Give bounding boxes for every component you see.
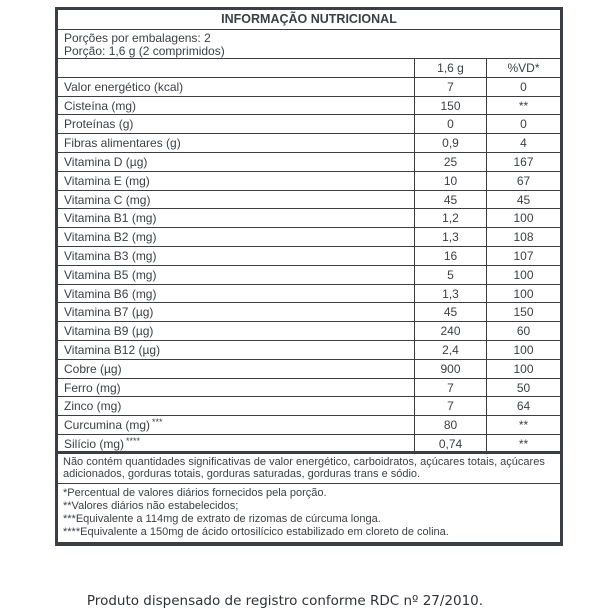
nutrient-vd: 64 bbox=[516, 399, 531, 414]
nutrient-label bbox=[58, 435, 415, 451]
nutrient-amount: 45 bbox=[415, 191, 487, 209]
portion-info bbox=[58, 30, 560, 59]
table-row bbox=[58, 322, 560, 341]
nutrient-vd: 167 bbox=[513, 154, 534, 169]
nutrient-name: Valor energético (kcal) bbox=[64, 79, 184, 94]
nutrient-vd: 108 bbox=[513, 230, 534, 245]
nutrient-label bbox=[58, 341, 415, 359]
table-row bbox=[58, 285, 560, 304]
nutrient-name: Cisteína (mg) bbox=[64, 98, 137, 113]
nutrient-amount: 900 bbox=[415, 360, 487, 378]
nutrient-label bbox=[58, 322, 415, 340]
header-vd: %VD* bbox=[507, 61, 540, 75]
footnote-marker: *** bbox=[152, 417, 163, 428]
nutrient-vd: 100 bbox=[513, 361, 534, 376]
nutrient-amount: 45 bbox=[415, 303, 487, 321]
nutrient-vd: 50 bbox=[516, 380, 531, 395]
nutrient-amount: 7 bbox=[415, 78, 487, 96]
nutrient-amount: 0,74 bbox=[415, 435, 487, 451]
nutrient-label bbox=[58, 303, 415, 321]
nutrient-amount: 80 bbox=[415, 416, 487, 434]
nutrient-label bbox=[58, 97, 415, 115]
nutrient-label bbox=[58, 228, 415, 246]
nutrient-name: Vitamina B3 (mg) bbox=[64, 248, 157, 263]
nutrient-label bbox=[58, 209, 415, 227]
table-row bbox=[58, 247, 560, 266]
footnotes bbox=[58, 484, 560, 542]
nutrient-vd: 45 bbox=[516, 192, 531, 207]
table-row bbox=[58, 228, 560, 247]
nutrient-name: Fibras alimentares (g) bbox=[64, 136, 181, 151]
table-row bbox=[58, 115, 560, 134]
nutrient-name: Silício (mg) bbox=[64, 436, 125, 451]
nutrient-name: Vitamina B2 (mg) bbox=[64, 230, 157, 245]
table-row bbox=[58, 172, 560, 191]
nutrient-amount: 1,3 bbox=[415, 285, 487, 303]
nutrition-note: Não contém quantidades significativas de valor energético, carboidratos, açúcares totais, açúcares adicionados, gorduras totais, gorduras saturadas, gorduras trans e sódio. bbox=[58, 454, 560, 484]
table-row bbox=[58, 303, 560, 322]
nutrient-amount: 7 bbox=[415, 379, 487, 397]
nutrient-vd: 0 bbox=[520, 117, 527, 132]
nutrient-vd: 150 bbox=[513, 305, 534, 320]
nutrient-amount: 10 bbox=[415, 172, 487, 190]
nutrient-amount: 7 bbox=[415, 397, 487, 415]
nutrient-amount: 1,2 bbox=[415, 209, 487, 227]
table-row bbox=[58, 379, 560, 398]
footnote: ****Equivalente a 150mg de ácido ortosilícico estabilizado em cloreto de colina. bbox=[63, 525, 449, 538]
nutrient-amount: 25 bbox=[415, 153, 487, 171]
nutrient-amount: 5 bbox=[415, 266, 487, 284]
portion-size: Porção: 1,6 g (2 comprimidos) bbox=[64, 44, 225, 58]
nutrient-name: Cobre (µg) bbox=[64, 361, 122, 376]
footnote-marker: **** bbox=[126, 435, 141, 446]
nutrient-amount: 16 bbox=[415, 247, 487, 265]
nutrient-vd: 67 bbox=[516, 173, 531, 188]
nutrient-vd: 107 bbox=[513, 248, 534, 263]
nutrient-amount: 0,9 bbox=[415, 134, 487, 152]
nutrient-amount: 150 bbox=[415, 97, 487, 115]
nutrient-name: Vitamina D (µg) bbox=[64, 154, 148, 169]
nutrient-name: Vitamina B7 (µg) bbox=[64, 305, 154, 320]
nutrient-name: Zinco (mg) bbox=[64, 399, 122, 414]
nutrient-amount: 1,3 bbox=[415, 228, 487, 246]
nutrient-name: Vitamina B9 (µg) bbox=[64, 324, 154, 339]
nutrient-vd: 4 bbox=[520, 136, 527, 151]
nutrient-label bbox=[58, 191, 415, 209]
nutrient-vd: ** bbox=[518, 98, 529, 113]
nutrient-vd: 0 bbox=[520, 79, 527, 94]
table-row bbox=[58, 360, 560, 379]
table-row bbox=[58, 153, 560, 172]
nutrient-name: Curcumina (mg) bbox=[64, 418, 151, 433]
nutrient-label bbox=[58, 360, 415, 378]
nutrient-name: Vitamina B1 (mg) bbox=[64, 211, 157, 226]
table-row bbox=[58, 191, 560, 210]
header-amount: 1,6 g bbox=[415, 59, 487, 77]
nutrient-label bbox=[58, 78, 415, 96]
footnote: ***Equivalente a 114mg de extrato de rizomas de cúrcuma longa. bbox=[63, 512, 381, 525]
nutrient-label bbox=[58, 285, 415, 303]
footnote: *Percentual de valores diários fornecidos pela porção. bbox=[63, 486, 327, 499]
nutrient-vd: 100 bbox=[513, 286, 534, 301]
table-title: INFORMAÇÃO NUTRICIONAL bbox=[58, 10, 560, 30]
registration-text: Produto dispensado de registro conforme RDC nº 27/2010. bbox=[86, 593, 484, 609]
nutrient-label bbox=[58, 172, 415, 190]
nutrient-amount: 240 bbox=[415, 322, 487, 340]
table-row bbox=[58, 435, 560, 454]
nutrient-vd: 60 bbox=[516, 324, 531, 339]
nutrient-name: Vitamina C (mg) bbox=[64, 192, 151, 207]
nutrient-label bbox=[58, 266, 415, 284]
table-row bbox=[58, 78, 560, 97]
nutrient-vd: 100 bbox=[513, 342, 534, 357]
nutrient-vd: 100 bbox=[513, 267, 534, 282]
nutrient-label bbox=[58, 153, 415, 171]
nutrient-name: Vitamina B5 (mg) bbox=[64, 267, 157, 282]
nutrient-vd: 100 bbox=[513, 211, 534, 226]
table-row bbox=[58, 209, 560, 228]
table-row bbox=[58, 397, 560, 416]
nutrient-vd: ** bbox=[518, 436, 529, 451]
nutrient-label bbox=[58, 397, 415, 415]
nutrient-amount: 0 bbox=[415, 115, 487, 133]
footnote: **Valores diários não estabelecidos; bbox=[63, 499, 239, 512]
nutrient-label bbox=[58, 247, 415, 265]
header-label bbox=[58, 59, 415, 77]
portions-per-package: Porções por embalagens: 2 bbox=[64, 31, 211, 45]
nutrition-table bbox=[55, 7, 563, 546]
nutrient-vd: ** bbox=[518, 418, 529, 433]
nutrient-name: Vitamina B12 (µg) bbox=[64, 342, 161, 357]
table-row bbox=[58, 266, 560, 285]
nutrient-name: Vitamina B6 (mg) bbox=[64, 286, 157, 301]
nutrient-name: Proteínas (g) bbox=[64, 117, 134, 132]
table-row bbox=[58, 97, 560, 116]
nutrient-label bbox=[58, 134, 415, 152]
table-row bbox=[58, 416, 560, 435]
nutrient-name: Ferro (mg) bbox=[64, 380, 121, 395]
nutrient-amount: 2,4 bbox=[415, 341, 487, 359]
nutrient-label bbox=[58, 115, 415, 133]
nutrient-label bbox=[58, 379, 415, 397]
table-row bbox=[58, 341, 560, 360]
nutrient-name: Vitamina E (mg) bbox=[64, 173, 150, 188]
table-row bbox=[58, 134, 560, 153]
nutrient-label bbox=[58, 416, 415, 434]
header-row bbox=[58, 59, 560, 78]
